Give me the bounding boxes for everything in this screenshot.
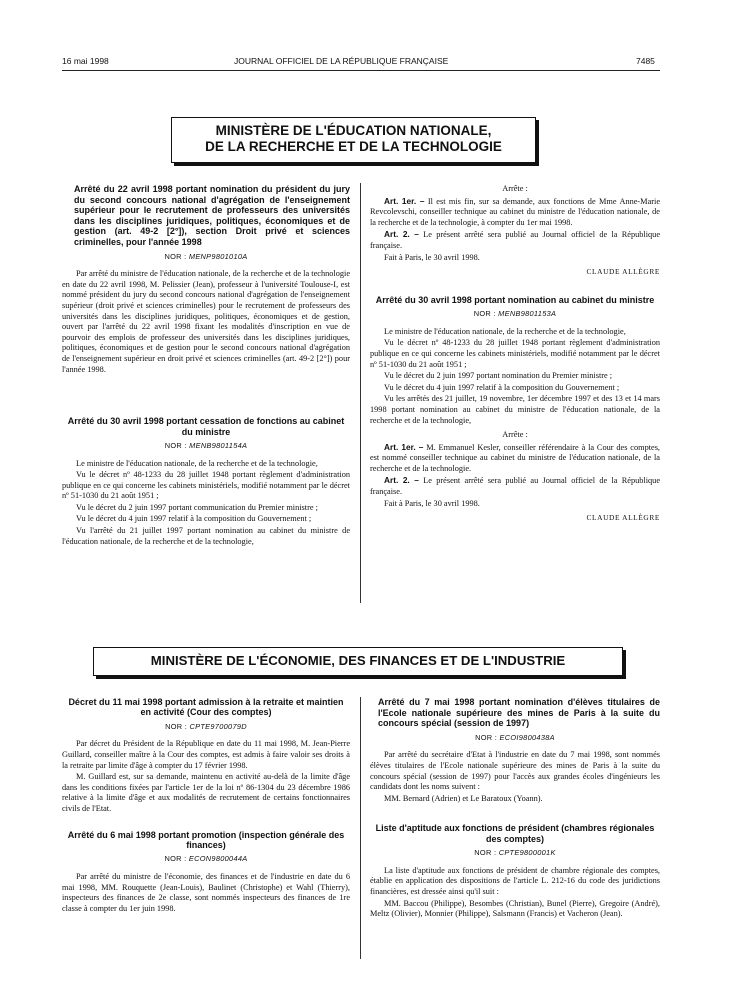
article-4-body-2: M. Guillard est, sur sa demande, maintenu en activité au-delà de la limite d'âge dans les conditions fixées par l'article 1er de la loi nº 86-1304 du 23 décembre 1986 relative à la limite d'âge et aux modalités de recrutement de certains fonctionnaires civils de l'Etat. [62,772,350,813]
article-2-signature: CLAUDE ALLÈGRE [586,267,660,277]
article-3-title: Arrêté du 30 avril 1998 portant nomination au cabinet du ministre [375,294,655,305]
article-2-fait: Fait à Paris, le 30 avril 1998. [384,252,480,262]
article-5-nor: NOR : ECON9800044A [164,854,248,864]
ministry-box-education [171,117,536,163]
article-7-body-1: La liste d'aptitude aux fonctions de président de chambre régionale des comptes, établie en application des dispositions de l'article L. 212-16 du code des juridictions financières, est dressée ainsi qu'il suit : [370,865,660,896]
article-1-title: Arrêté du 22 avril 1998 portant nomination du président du jury du second concours national d'agrégation de l'enseignement supérieur pour le recrutement de professeurs des universités dans les disciplines juridiques, politiques, économiques et de gestion (art. 49-2 [2°]), section Droit privé et sciences criminelles, pour l'année 1998 [74,184,350,247]
article-4-nor: NOR : CPTE9700079D [165,721,247,731]
article-5-title: Arrêté du 6 mai 1998 portant promotion (inspection générale des finances) [67,829,345,850]
article-2-art-1: Art. 1er. – Il est mis fin, sur sa demande, aux fonctions de Mme Anne-Marie Revcolevschi, conseiller technique au cabinet du ministre de l'éducation nationale, de la recherche et de la technologie, à compter du 1er mai 1998. [370,195,660,227]
article-4-body-1: Par décret du Président de la République en date du 11 mai 1998, M. Jean-Pierre Guillard, conseiller maître à la Cour des comptes, est admis à faire valoir ses droits à la retraite par limite d'âge à compter du 17 février 1998. [62,739,350,770]
article-3-visa-2: Vu le décret du 2 juin 1997 portant nomination du Premier ministre ; [384,371,613,381]
article-2-nor: NOR : MENB9801154A [164,440,248,450]
article-3-preamble: Le ministre de l'éducation nationale, de la recherche et de la technologie, [384,326,626,336]
article-3-nor: NOR : MENB9801153A [473,309,557,319]
article-3-visa-4: Vu les arrêtés des 21 juillet, 19 novembre, 1er décembre 1997 et des 13 et 14 mars 1998 portant nomination au cabinet du ministre de l'éducation nationale, de la recherche et de la technologie, [370,394,660,425]
article-6-body-2: MM. Bernard (Adrien) et Le Baratoux (Yoann). [384,793,543,803]
article-3-arrete: Arrête : [502,430,528,440]
article-6-nor: NOR : ECOI9800438A [475,732,555,742]
ministry-title-line-2: DE LA RECHERCHE ET DE LA TECHNOLOGIE [205,139,502,154]
article-2-title: Arrêté du 30 avril 1998 portant cessation de fonctions au cabinet du ministre [67,416,345,437]
header-date: 16 mai 1998 [62,56,109,66]
article-1-body: Par arrêté du ministre de l'éducation nationale, de la recherche et de la technologie en date du 22 avril 1998, M. Pelissier (Jean), professeur à l'université Toulouse-I, est nommé président du jury du second concours national d'agrégation de l'enseignement supérieur (droit privé et sciences criminelles) pour le recrutement de professeurs des universités dans les disciplines juridiques, politiques, économiques et de gestion, ouvert par l'arrêté du 22 avril 1998 fixant les modalités d'inscription en vue de pourvoir des emplois de professeur des universités dans les disciplines juridiques, politiques, économiques et de gestion pour le second concours national d'agrégation de l'enseignement supérieur en droit privé et sciences criminelles (art. 49-2 [2°]) pour l'année 1998. [62,269,350,374]
article-1-nor: NOR : MENP9801010A [164,251,248,261]
article-3-art-2: Art. 2. – Le présent arrêté sera publié au Journal officiel de la République française. [370,475,661,497]
article-7-nor: NOR : CPTE9800001K [474,848,556,858]
article-2-arrete: Arrête : [502,184,528,193]
header-rule [62,70,660,71]
article-2-preamble: Le ministre de l'éducation nationale, de la recherche et de la technologie, [76,458,318,468]
article-6-title: Arrêté du 7 mai 1998 portant nomination d'élèves titulaires de l'Ecole nationale supérieure des mines de Paris à la suite du concours spécial (session de 1997) [378,697,660,729]
article-6-body-1: Par arrêté du secrétaire d'Etat à l'industrie en date du 7 mai 1998, sont nommés élèves titulaires de l'Ecole nationale supérieure des mines de Paris à la suite du concours spécial (session de 1997) pour l'accès aux grandes écoles d'ingénieurs les candidats dont les noms suivent : [370,750,660,792]
article-5-body: Par arrêté du ministre de l'économie, des finances et de l'industrie en date du 6 mai 1998, MM. Rouquette (Jean-Louis), Baulinet (Christophe) et Wahl (Thierry), inspecteurs des finances de 2e classe, sont nommés inspecteurs des finances de 1re classe à compter du 1er juin 1998. [62,871,350,913]
header-page-number: 7485 [636,56,655,66]
article-3-signature: CLAUDE ALLÈGRE [586,513,660,523]
column-divider-top [360,183,361,603]
article-7-body-2: MM. Baccou (Philippe), Besombes (Christian), Bunel (Pierre), Gregoire (André), Meltz (Olivier), Monnier (Philippe), Salsmann (Francis) et Vacheron (Jean). [370,898,660,919]
right-column-education [370,184,660,525]
article-3-visa-3: Vu le décret du 4 juin 1997 relatif à la composition du Gouvernement ; [384,382,620,392]
article-2-visa-3: Vu le décret du 4 juin 1997 relatif à la composition du Gouvernement ; [76,514,312,524]
left-column-economy [62,697,350,915]
article-3-fait: Fait à Paris, le 30 avril 1998. [384,498,480,508]
left-column-education [62,184,350,548]
article-7-title: Liste d'aptitude aux fonctions de président (chambres régionales des comptes) [375,823,655,844]
ministry-box-economy [93,647,623,676]
article-2-visa-4: Vu l'arrêté du 21 juillet 1997 portant nomination au cabinet du ministre de l'éducation nationale, de la recherche et de la technologie, [62,526,350,546]
article-4-title: Décret du 11 mai 1998 portant admission à la retraite et maintien en activité (Cour des comptes) [68,697,344,718]
article-2-visa-1: Vu le décret nº 48-1233 du 28 juillet 1948 portant règlement d'administration publique en ce qui concerne les cabinets ministériels, modifié notamment par le décret nº 51-1030 du 21 août 1951 ; [62,470,350,501]
ministry-economy-title: MINISTÈRE DE L'ÉCONOMIE, DES FINANCES ET DE L'INDUSTRIE [150,653,566,668]
right-column-economy [370,697,660,921]
ministry-title-line-1: MINISTÈRE DE L'ÉDUCATION NATIONALE, [215,123,492,138]
article-3-art-1: Art. 1er. – M. Emmanuel Kesler, conseiller référendaire à la Cour des comptes, est nommé conseiller technique au cabinet du ministre de l'éducation nationale, de la recherche et de la technologie. [370,441,661,473]
column-divider-bottom [360,697,361,959]
article-2-visa-2: Vu le décret du 2 juin 1997 portant communication du Premier ministre ; [76,502,318,512]
article-3-visa-1: Vu le décret nº 48-1233 du 28 juillet 1948 portant règlement d'administration publique en ce qui concerne les cabinets ministériels, modifié notamment par le décret nº 51-1030 du 21 août 1951 ; [370,338,660,369]
header-journal: JOURNAL OFFICIEL DE LA RÉPUBLIQUE FRANÇAISE [234,56,449,66]
article-2-art-2: Art. 2. – Le présent arrêté sera publié au Journal officiel de la République française. [370,229,661,250]
